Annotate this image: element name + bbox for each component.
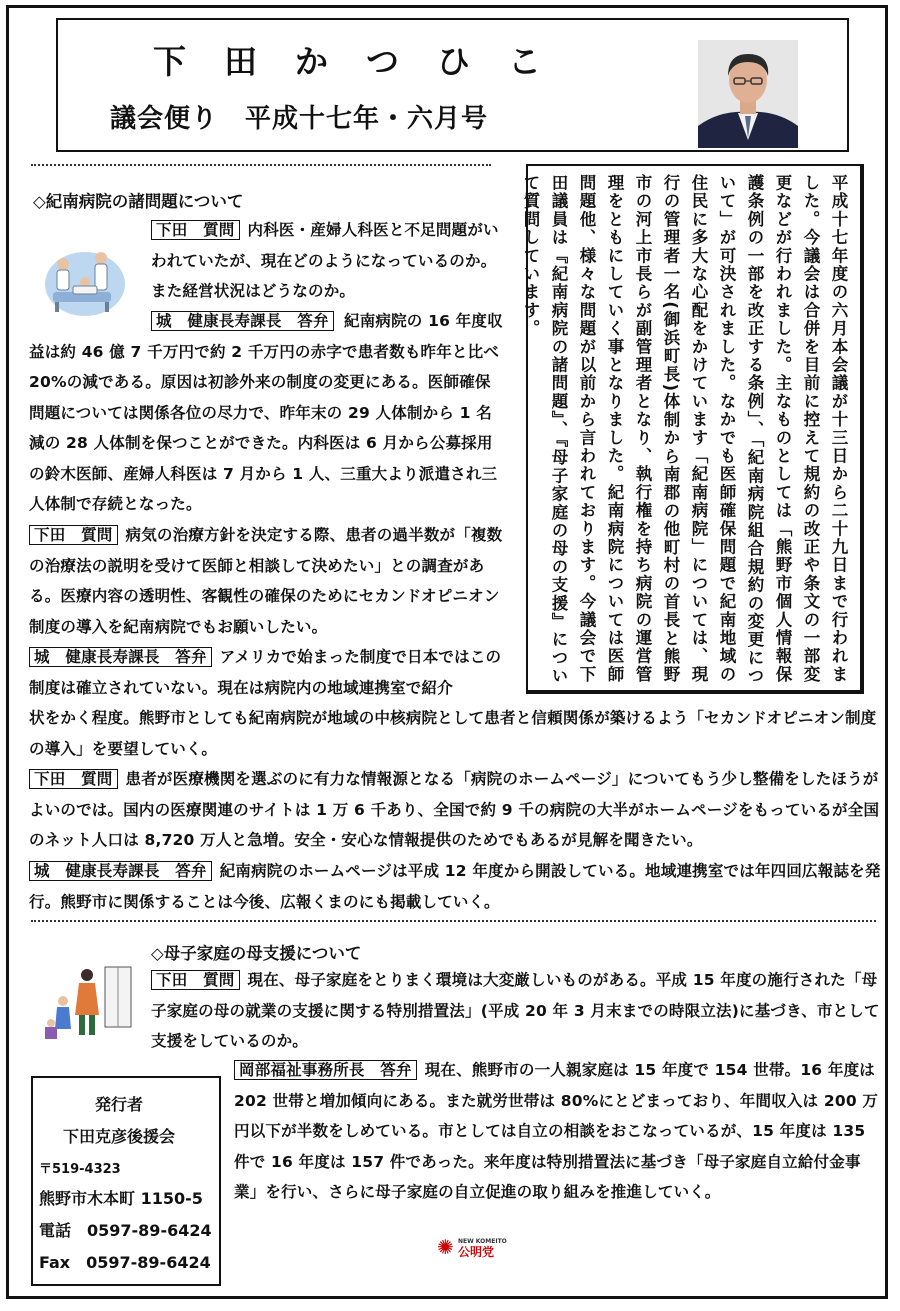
vertical-report-text: 平成十七年度の六月本会議が十三日から二十九日まで行われました。今議会は合併を目前に控えて規約の改正や条文の一部変更などが行われました。主なものとしては「熊野市個人情報保護条例の一部を改正する条例」、「紀南病院組合規約の変更について」が可決されました。なかでも医師確保問題で紀南地域の住民に多大な心配をかけています「紀南病院」については、現行の管理者一名(御浜町長)体制から南郡の他町村の首長と熊野市の河上市長らが副管理者となり、執行権を持ち病院の運営管理をともにしていく事となりました。紀南病院については医師問題他、様々な問題が以前から言われております。今議会で下田議員は『紀南病院の諸問題』、『母子家庭の母の支援』について質問しています。 — [521, 174, 848, 686]
hospital-a1 — [29, 306, 504, 520]
answer-text: 状をかく程度。熊野市としても紀南病院が地域の中核病院として患者と信頼関係が築けるよう「セカンドオピニオン制度の導入」を要望していく。 — [29, 709, 877, 758]
logo-small-text: NEW KOMEITO — [457, 1238, 507, 1245]
answer-label: 城 健康長寿課長 答弁 — [151, 311, 334, 331]
hospital-a2-continued — [29, 703, 881, 764]
page-title: 下田かつひこ — [153, 42, 579, 81]
section-title-single-mother: ◇母子家庭の母支援について — [151, 944, 362, 963]
question-label: 下田 質問 — [151, 220, 240, 240]
answer-text: 紀南病院のホームページは平成 12 年度から開設している。地域連携室では年四回広報誌を発行。熊野市に関係することは今後、広報くまのにも掲載していく。 — [29, 862, 881, 911]
answer-label: 城 健康長寿課長 答弁 — [29, 861, 212, 881]
newsletter-page — [6, 5, 888, 1299]
question-text: 患者が医療機関を選ぶのに有力な情報源となる「病院のホームページ」についてもう少し整備をしたほうがよいのでは。国内の医療関連のサイトは 1 万 6 千あり、全国で約 9 千の病院の大半がホームページをもっているが全国のネット人口は 8,720 万人と急増。安全・安心な情報提供のためでもあるが見解を聞きたい。 — [29, 770, 880, 849]
councillor-photo — [698, 40, 798, 148]
hospital-q3 — [29, 764, 881, 856]
publisher-postal: 〒519-4323 — [39, 1162, 121, 1177]
question-label: 下田 質問 — [29, 769, 118, 789]
vertical-report-column — [521, 164, 864, 694]
komeito-logo — [437, 1235, 507, 1259]
question-text: 内科医・産婦人科医と不足問題がいわれていたが、現在どのようになっているのか。また経営状況はどうなのか。 — [151, 221, 499, 300]
hospital-a3 — [29, 856, 881, 917]
family-illustration — [39, 963, 135, 1043]
hospital-q1 — [151, 215, 503, 307]
hospital-a2 — [29, 642, 507, 703]
issue-subtitle: 議会便り 平成十七年・六月号 — [110, 104, 489, 134]
publisher-box — [31, 1076, 221, 1286]
publisher-heading: 発行者 — [95, 1095, 144, 1114]
header-box — [56, 18, 849, 152]
question-text: 現在、母子家庭をとりまく環境は大変厳しいものがある。平成 15 年度の施行された「母子家庭の母の就業の支援に関する特別措置法」(平成 20 年 3 月末までの時限立法)に基づき、市として支援をしているのか。 — [151, 971, 880, 1050]
answer-label: 岡部福祉事務所長 答弁 — [234, 1060, 417, 1080]
divider — [31, 920, 876, 922]
answer-label: 城 健康長寿課長 答弁 — [29, 647, 212, 667]
logo-name: 公明党 — [457, 1245, 494, 1259]
answer-text: 紀南病院の 16 年度収益は約 46 億 7 千万円で約 2 千万円の赤字で患者数も昨年と比べ 20%の減である。原因は初診外来の制度の変更にある。医師確保問題については関係各位の尽力で、昨年末の 29 人体制から 1 名減の 28 人体制を保つことができた。内科医は 6 月から公募採用の鈴木医師、産婦人科医は 7 月から 1 人、三重大より派遣され三人体制で存続となった。 — [29, 312, 503, 513]
answer-text: アメリカで始まった制度で日本ではこの制度は確立されていない。現在は病院内の地域連携室で紹介 — [29, 648, 502, 697]
publisher-tel: 電話 0597-89-6424 — [39, 1221, 212, 1240]
sun-icon: ✺ — [437, 1235, 454, 1259]
publisher-address: 熊野市木本町 1150-5 — [39, 1189, 203, 1208]
section-title-hospital: ◇紀南病院の諸問題について — [33, 192, 244, 211]
hospital-q2 — [29, 520, 507, 642]
publisher-fax: Fax 0597-89-6424 — [39, 1253, 211, 1272]
single-mother-q1 — [151, 965, 881, 1057]
question-label: 下田 質問 — [29, 525, 118, 545]
question-label: 下田 質問 — [151, 970, 240, 990]
answer-text: 現在、熊野市の一人親家庭は 15 年度で 154 世帯。16 年度は 202 世帯と増加傾向にある。また就労世帯は 80%にとどまっており、年間収入は 200 万円以下が半数をしめている。市としては自立の相談をおこなっているが、15 年度は 135 件で 16 年度は 157 件であった。来年度は特別措置法に基づき「母子家庭自立給付金事業」を行い、さらに母子家庭の自立促進の取り組みを推進していく。 — [234, 1061, 879, 1201]
question-text: 病気の治療方針を決定する際、患者の過半数が「複数の治療法の説明を受けて医師と相談して決めたい」との調査がある。医療内容の透明性、客観性の確保のためにセカンドオピニオン制度の導入を紀南病院でもお願いしたい。 — [29, 526, 503, 636]
publisher-org: 下田克彦後援会 — [63, 1127, 176, 1146]
single-mother-a1 — [234, 1055, 879, 1208]
divider — [31, 164, 491, 166]
